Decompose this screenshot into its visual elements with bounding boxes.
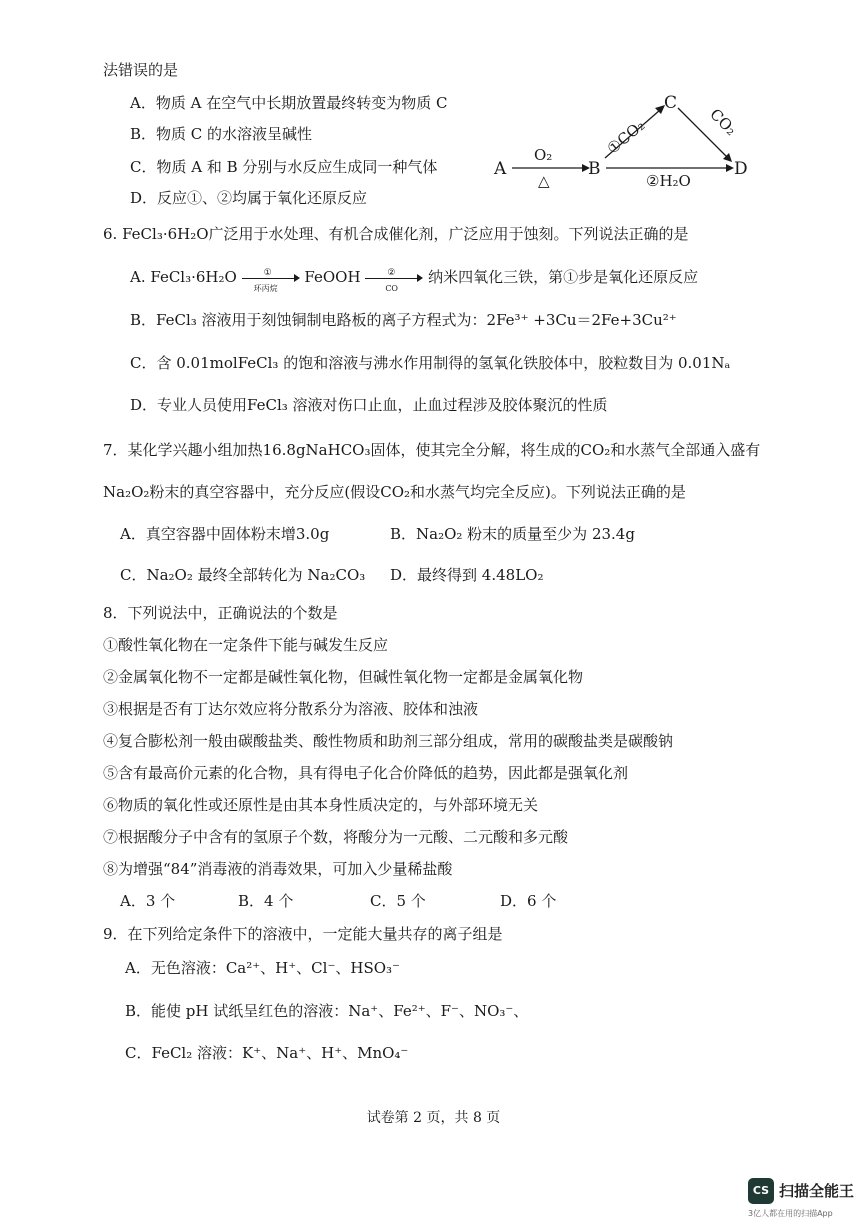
q8-item-1: ①酸性氧化物在一定条件下能与碱发生反应 <box>103 636 389 654</box>
q5-lead: 法错误的是 <box>103 61 179 79</box>
camscanner-logo-icon: CS <box>748 1178 774 1204</box>
q6-a-reactant: A. FeCl₃·6H₂O <box>130 268 237 286</box>
q9-option-a: A．无色溶液：Ca²⁺、H⁺、Cl⁻、HSO₃⁻ <box>125 959 400 977</box>
q6-stem: 6. FeCl₃·6H₂O广泛用于水处理、有机合成催化剂，广泛应用于蚀刻。下列说法正确的是 <box>103 225 689 243</box>
q5-reaction-diagram <box>490 90 760 195</box>
q8-item-4: ④复合膨松剂一般由碳酸盐类、酸性物质和助剂三部分组成，常用的碳酸盐类是碳酸钠 <box>103 732 674 750</box>
q6-option-d: D．专业人员使用FeCl₃ 溶液对伤口止血，止血过程涉及胶体聚沉的性质 <box>130 396 608 414</box>
q8-item-8: ⑧为增强“84”消毒液的消毒效果，可加入少量稀盐酸 <box>103 860 453 878</box>
label-co2-2: CO₂ <box>706 105 741 139</box>
node-a: A <box>494 159 507 179</box>
q6-a-arrow2-head <box>417 274 423 282</box>
q6-option-a <box>130 267 699 293</box>
label-h2o: ②H₂O <box>646 172 691 190</box>
q5-option-a: A．物质 A 在空气中长期放置最终转变为物质 C <box>130 94 448 112</box>
q7-option-a: A．真空容器中固体粉末增3.0g <box>120 525 330 543</box>
label-co2-1: ①CO₂ <box>603 116 649 158</box>
q6-a-arrow2-bottom: CO <box>385 284 398 293</box>
q6-a-arrow2-top: ② <box>387 268 396 278</box>
q6-a-arrow1-bottom: 环丙烷 <box>253 284 278 293</box>
q6-a-arrow1 <box>242 268 300 293</box>
q9-option-c: C．FeCl₂ 溶液：K⁺、Na⁺、H⁺、MnO₄⁻ <box>125 1044 409 1062</box>
scanner-watermark <box>748 1178 863 1222</box>
q8-option-c: C．5 个 <box>370 892 426 910</box>
q6-option-b: B．FeCl₃ 溶液用于刻蚀铜制电路板的离子方程式为：2Fe³⁺ +3Cu＝2Fe+3Cu²⁺ <box>130 311 677 329</box>
q7-option-b: B．Na₂O₂ 粉末的质量至少为 23.4g <box>390 525 635 543</box>
q6-a-arrow1-head <box>294 274 300 282</box>
q8-item-3: ③根据是否有丁达尔效应将分散系分为溶液、胶体和浊液 <box>103 700 479 718</box>
q5-option-d: D．反应①、②均属于氧化还原反应 <box>130 189 368 207</box>
q6-a-product: 纳米四氧化三铁，第①步是氧化还原反应 <box>428 268 699 286</box>
q6-a-arrow1-top: ① <box>263 268 272 278</box>
brand-tagline: 3亿人都在用的扫描App <box>748 1209 833 1218</box>
node-b: B <box>588 159 601 179</box>
q6-option-c: C．含 0.01molFeCl₃ 的饱和溶液与沸水作用制得的氢氧化铁胶体中，胶粒数目为 0.01Nₐ <box>130 354 731 372</box>
q7-stem-2: Na₂O₂粉末的真空容器中，充分反应(假设CO₂和水蒸气均完全反应)。下列说法正确的是 <box>103 483 686 501</box>
brand-name: 扫描全能王 <box>779 1182 855 1200</box>
q9-option-b: B．能使 pH 试纸呈红色的溶液：Na⁺、Fe²⁺、F⁻、NO₃⁻、 <box>125 1002 529 1020</box>
q8-stem: 8．下列说法中，正确说法的个数是 <box>103 604 338 622</box>
node-c: C <box>664 93 678 113</box>
q5-option-c: C．物质 A 和 B 分别与水反应生成同一种气体 <box>130 158 438 176</box>
q8-item-7: ⑦根据酸分子中含有的氢原子个数，将酸分为一元酸、二元酸和多元酸 <box>103 828 569 846</box>
q7-stem-1: 7．某化学兴趣小组加热16.8gNaHCO₃固体，使其完全分解，将生成的CO₂和水蒸气全部通入盛有 <box>103 441 761 459</box>
label-heat: △ <box>538 172 550 190</box>
q8-option-a: A．3 个 <box>120 892 176 910</box>
q7-option-d: D．最终得到 4.48LO₂ <box>390 566 544 584</box>
q6-a-intermediate: FeOOH <box>304 268 361 286</box>
q8-item-6: ⑥物质的氧化性或还原性是由其本身性质决定的，与外部环境无关 <box>103 796 539 814</box>
page-footer: 试卷第 2 页，共 8 页 <box>366 1110 501 1126</box>
q6-a-arrow2 <box>365 268 423 293</box>
q5-option-b: B．物质 C 的水溶液呈碱性 <box>130 125 313 143</box>
node-d: D <box>734 159 748 179</box>
q9-stem: 9．在下列给定条件下的溶液中，一定能大量共存的离子组是 <box>103 925 503 943</box>
q8-item-5: ⑤含有最高价元素的化合物，具有得电子化合价降低的趋势，因此都是强氧化剂 <box>103 764 629 782</box>
q7-option-c: C．Na₂O₂ 最终全部转化为 Na₂CO₃ <box>120 566 366 584</box>
label-o2: O₂ <box>534 146 553 164</box>
q8-option-b: B．4 个 <box>238 892 294 910</box>
q8-option-d: D．6 个 <box>500 892 557 910</box>
arrow-b-d-head <box>726 164 734 172</box>
q8-item-2: ②金属氧化物不一定都是碱性氧化物，但碱性氧化物一定都是金属氧化物 <box>103 668 584 686</box>
